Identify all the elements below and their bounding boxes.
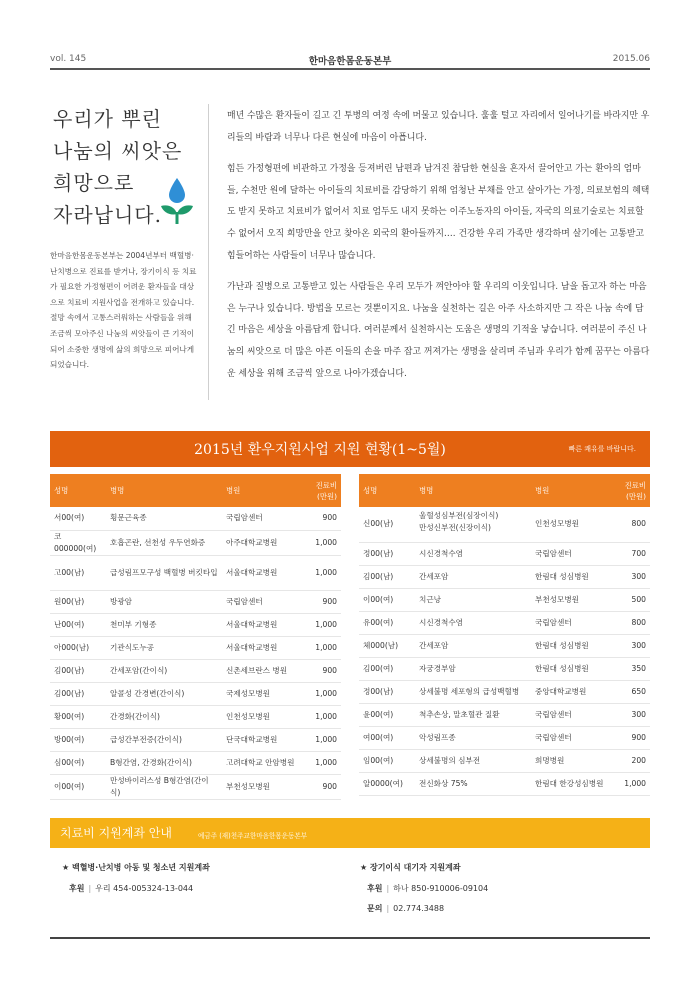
support-table-right (359, 474, 650, 796)
table-row (359, 542, 650, 565)
patient-name-cell: 방00(여) (50, 728, 106, 751)
hospital-cell: 국제성모병원 (222, 682, 304, 705)
star-icon: ★ (62, 863, 70, 872)
hospital-cell: 국립암센터 (531, 726, 613, 749)
headline-line: 자라납니다. (53, 203, 162, 227)
patient-name-cell: 정00(남) (359, 680, 415, 703)
disease-cell: 호흡곤란, 선천성 우두연화증 (106, 530, 222, 555)
patient-name-cell: 이00(여) (359, 588, 415, 611)
disease-cell: 자궁경부암 (415, 657, 531, 680)
patient-name-cell: 난00(여) (50, 613, 106, 636)
table-row (359, 680, 650, 703)
support-table-left (50, 474, 341, 800)
disease-cell: 척추손상, 말초혈관 질환 (415, 703, 531, 726)
patient-name-cell: 정00(남) (359, 542, 415, 565)
support-table-banner (50, 431, 650, 467)
sprout-icon (160, 176, 194, 226)
patient-name-cell: 이00(여) (50, 774, 106, 799)
disease-cell: 기관식도누공 (106, 636, 222, 659)
table-row (50, 751, 341, 774)
account-holder: 예금주 (재)천주교한마음한몸운동본부 (198, 832, 308, 840)
amount-cell: 800 (613, 611, 650, 634)
column-header-disease: 병명 (106, 474, 222, 507)
volume-number: vol. 145 (50, 54, 87, 64)
account-info-bar (50, 818, 650, 848)
patient-name-cell: 윤00(여) (359, 703, 415, 726)
support-table-right-body (359, 507, 650, 795)
intro-paragraph: 가난과 질병으로 고통받고 있는 사람들은 우리 모두가 껴안아야 할 우리의 이웃입니다. 남을 돕고자 하는 마음은 누구나 있습니다. 방법을 모르는 것뿐이지요. 나눔을 실천하는 길은 아주 사소하지만 그 작은 나눔 속에 담긴 마음은 세상을 아름답게 합니다. 여러분께서 실천하시는 도움은 생명의 기적을 낳습니다. 여러분이 주신 나눔의 씨앗으로 더 많은 아픈 이들의 손을 마주 잡고 꺼져가는 생명을 살리며 주님과 우리가 함께 꿈꾸는 아름다운 세상을 위해 조금씩 앞으로 나아가겠습니다. (227, 282, 650, 379)
contact-line (367, 903, 488, 914)
hospital-cell: 국립암센터 (531, 703, 613, 726)
patient-name-cell: 김00(남) (50, 659, 106, 682)
patient-name-cell: 코000000(여) (50, 530, 106, 555)
contact-number: 02.774.3488 (393, 904, 445, 913)
publisher-name: 한마음한몸운동본부 (308, 56, 392, 67)
amount-cell: 900 (613, 726, 650, 749)
support-table-title: 2015년 환우지원사업 지원 현황(1~5월) (194, 442, 446, 458)
intro-paragraph: 힘든 가정형편에 비관하고 가정을 등져버린 남편과 남겨진 참담한 현실을 혼자서 끌어안고 가는 환아의 엄마들, 수천만 원에 달하는 아이들의 치료비를 감당하기 위해 엄청난 부채를 안고 살아가는 가정, 의료보험의 혜택도 받지 못하고 치료비가 없어서 치료 엄두도 내지 못하는 이주노동자의 아이들, 자국의 의료기술로는 치료할 수 없어서 오직 희망만을 안고 찾아온 외국의 환아들까지…. 건강한 우리 가족만 생각하며 살기에는 고통받고 힘들어하는 사람들이 너무나 많습니다. (227, 164, 650, 261)
amount-cell: 300 (613, 703, 650, 726)
table-row (50, 555, 341, 590)
hospital-cell: 고려대학교 안암병원 (222, 751, 304, 774)
table-row (359, 588, 650, 611)
disease-cell: 알콜성 간경변(간이식) (106, 682, 222, 705)
amount-cell: 1,000 (304, 728, 341, 751)
table-row (359, 565, 650, 588)
table-row (359, 749, 650, 772)
account-right (360, 862, 488, 923)
disease-cell: 간세포암(간이식) (106, 659, 222, 682)
table-row (359, 726, 650, 749)
contact-label: 문의 (367, 904, 383, 913)
intro-body (227, 106, 652, 395)
account-line (69, 883, 210, 894)
column-header-disease: 병명 (415, 474, 531, 507)
account-info-title: 치료비 지원계좌 안내 (60, 826, 172, 840)
column-header-amount-line: 진료비 (만원) (315, 480, 337, 501)
hospital-cell: 국립암센터 (222, 507, 304, 530)
hospital-cell: 한림대 한강성심병원 (531, 772, 613, 795)
patient-name-cell: 체000(남) (359, 634, 415, 657)
column-header-name: 성명 (359, 474, 415, 507)
hospital-cell: 인천성모병원 (222, 705, 304, 728)
patient-name-cell: 심00(여) (50, 751, 106, 774)
disease-cell: 천미부 기형종 (106, 613, 222, 636)
column-header-amount (304, 474, 341, 507)
table-row (50, 636, 341, 659)
account-left (62, 862, 210, 903)
amount-cell: 1,000 (304, 613, 341, 636)
amount-cell: 900 (304, 507, 341, 530)
amount-cell: 1,000 (304, 705, 341, 728)
hospital-cell: 서울대학교병원 (222, 636, 304, 659)
disease-cell: 치근낭 (415, 588, 531, 611)
amount-cell: 900 (304, 590, 341, 613)
disease-cell: 간경화(간이식) (106, 705, 222, 728)
page-bottom-rule (50, 937, 650, 939)
amount-cell: 1,000 (304, 636, 341, 659)
account-heading (360, 862, 488, 873)
amount-cell: 1,000 (304, 555, 341, 590)
table-row (50, 728, 341, 751)
hospital-cell: 신촌세브란스 병원 (222, 659, 304, 682)
disease-cell: 상세불명의 심부전 (415, 749, 531, 772)
amount-cell: 650 (613, 680, 650, 703)
patient-name-cell: 유00(여) (359, 611, 415, 634)
disease-cell: B형간염, 간경화(간이식) (106, 751, 222, 774)
amount-cell: 1,000 (613, 772, 650, 795)
intro-side-text: 한마음한몸운동본부는 2004년부터 백혈병·난치병으로 진료를 받거나, 장기이식 등 치료가 필요한 가정형편이 어려운 환자들을 대상으로 치료비 지원사업을 전개하고 있습니다. 절망 속에서 고통스러워하는 사람들을 위해 조금씩 모아주신 나눔의 씨앗들이 큰 기적이 되어 소중한 생명에 삶의 희망으로 피어나게 되었습니다. (50, 251, 197, 370)
star-icon: ★ (360, 863, 368, 872)
amount-cell: 700 (613, 542, 650, 565)
column-header-hospital: 병원 (531, 474, 613, 507)
amount-cell: 300 (613, 565, 650, 588)
headline-line: 우리가 뿌린 (53, 107, 162, 131)
amount-cell: 500 (613, 588, 650, 611)
hospital-cell: 아주대학교병원 (222, 530, 304, 555)
disease-cell: 방광암 (106, 590, 222, 613)
hospital-cell: 국립암센터 (531, 611, 613, 634)
disease-cell: 울혈성심부전(심장이식) 만성신부전(신장이식) (415, 507, 531, 542)
separator: | (386, 904, 390, 913)
account-number: 하나 850-910006-09104 (393, 884, 489, 893)
disease-cell: 시신경척수염 (415, 611, 531, 634)
table-row (50, 507, 341, 530)
account-label: 후원 (69, 884, 85, 893)
issue-date: 2015.06 (612, 54, 650, 64)
disease-cell: 전신화상 75% (415, 772, 531, 795)
column-header-amount-line: 진료비 (만원) (624, 480, 646, 501)
hospital-cell: 서울대학교병원 (222, 613, 304, 636)
amount-cell: 1,000 (304, 682, 341, 705)
table-row (359, 611, 650, 634)
amount-cell: 1,000 (304, 530, 341, 555)
amount-cell: 200 (613, 749, 650, 772)
patient-name-cell: 김00(남) (50, 682, 106, 705)
hospital-cell: 부천성모병원 (222, 774, 304, 799)
separator: | (88, 884, 92, 893)
disease-cell: 급성림프모구성 백혈병 버킷타입 (106, 555, 222, 590)
amount-cell: 900 (304, 659, 341, 682)
disease-cell: 상세불명 세포형의 급성백혈병 (415, 680, 531, 703)
hospital-cell: 한림대 성심병원 (531, 634, 613, 657)
table-row (359, 657, 650, 680)
table-row (359, 507, 650, 542)
headline-line: 나눔의 씨앗은 (53, 139, 183, 163)
patient-name-cell: 임00(여) (359, 749, 415, 772)
disease-cell: 시신경척수염 (415, 542, 531, 565)
disease-cell: 간세포암 (415, 634, 531, 657)
amount-cell: 350 (613, 657, 650, 680)
table-row (359, 634, 650, 657)
table-row (359, 772, 650, 795)
amount-cell: 800 (613, 507, 650, 542)
patient-name-cell: 신00(남) (359, 507, 415, 542)
hospital-cell: 서울대학교병원 (222, 555, 304, 590)
table-row (50, 613, 341, 636)
patient-name-cell: 원00(남) (50, 590, 106, 613)
hospital-cell: 중앙대학교병원 (531, 680, 613, 703)
patient-name-cell: 여00(여) (359, 726, 415, 749)
column-header-amount (613, 474, 650, 507)
table-row (50, 705, 341, 728)
column-header-name: 성명 (50, 474, 106, 507)
hospital-cell: 단국대학교병원 (222, 728, 304, 751)
column-header-hospital: 병원 (222, 474, 304, 507)
column-divider (208, 104, 209, 400)
table-row (50, 774, 341, 799)
account-heading (62, 862, 210, 873)
table-row (50, 530, 341, 555)
hospital-cell: 국립암센터 (222, 590, 304, 613)
table-row (50, 659, 341, 682)
patient-name-cell: 아000(남) (50, 636, 106, 659)
account-label: 후원 (367, 884, 383, 893)
patient-name-cell: 알0000(여) (359, 772, 415, 795)
patient-name-cell: 서00(여) (50, 507, 106, 530)
separator: | (386, 884, 390, 893)
patient-name-cell: 김00(여) (359, 657, 415, 680)
hospital-cell: 희명병원 (531, 749, 613, 772)
hospital-cell: 인천성모병원 (531, 507, 613, 542)
account-heading-text: 백혈병·난치병 아동 및 청소년 지원계좌 (71, 863, 210, 872)
disease-cell: 횡문근육종 (106, 507, 222, 530)
account-line (367, 883, 488, 894)
amount-cell: 900 (304, 774, 341, 799)
patient-name-cell: 고00(남) (50, 555, 106, 590)
hospital-cell: 한림대 성심병원 (531, 565, 613, 588)
disease-cell: 악성림프종 (415, 726, 531, 749)
disease-cell: 간세포암 (415, 565, 531, 588)
support-table-note: 빠른 쾌유를 바랍니다. (568, 445, 636, 453)
support-table-left-body (50, 507, 341, 799)
headline-line: 희망으로 (53, 171, 135, 195)
patient-name-cell: 김00(남) (359, 565, 415, 588)
disease-cell: 급성간부전증(간이식) (106, 728, 222, 751)
table-row (50, 682, 341, 705)
page-header (50, 52, 650, 70)
disease-cell: 만성바이러스성 B형간염(간이식) (106, 774, 222, 799)
hospital-cell: 국립암센터 (531, 542, 613, 565)
account-number: 우리 454-005324-13-044 (95, 884, 194, 893)
account-heading-text: 장기이식 대기자 지원계좌 (369, 863, 461, 872)
intro-paragraph: 매년 수많은 환자들이 길고 긴 투병의 여정 속에 머물고 있습니다. 훌훌 털고 자리에서 일어나기를 바라지만 우리들의 바람과 너무나 다른 현실에 마음이 아픕니다. (227, 111, 650, 143)
amount-cell: 1,000 (304, 751, 341, 774)
table-row (50, 590, 341, 613)
hospital-cell: 한림대 성심병원 (531, 657, 613, 680)
hospital-cell: 부천성모병원 (531, 588, 613, 611)
amount-cell: 300 (613, 634, 650, 657)
table-row (359, 703, 650, 726)
patient-name-cell: 황00(여) (50, 705, 106, 728)
